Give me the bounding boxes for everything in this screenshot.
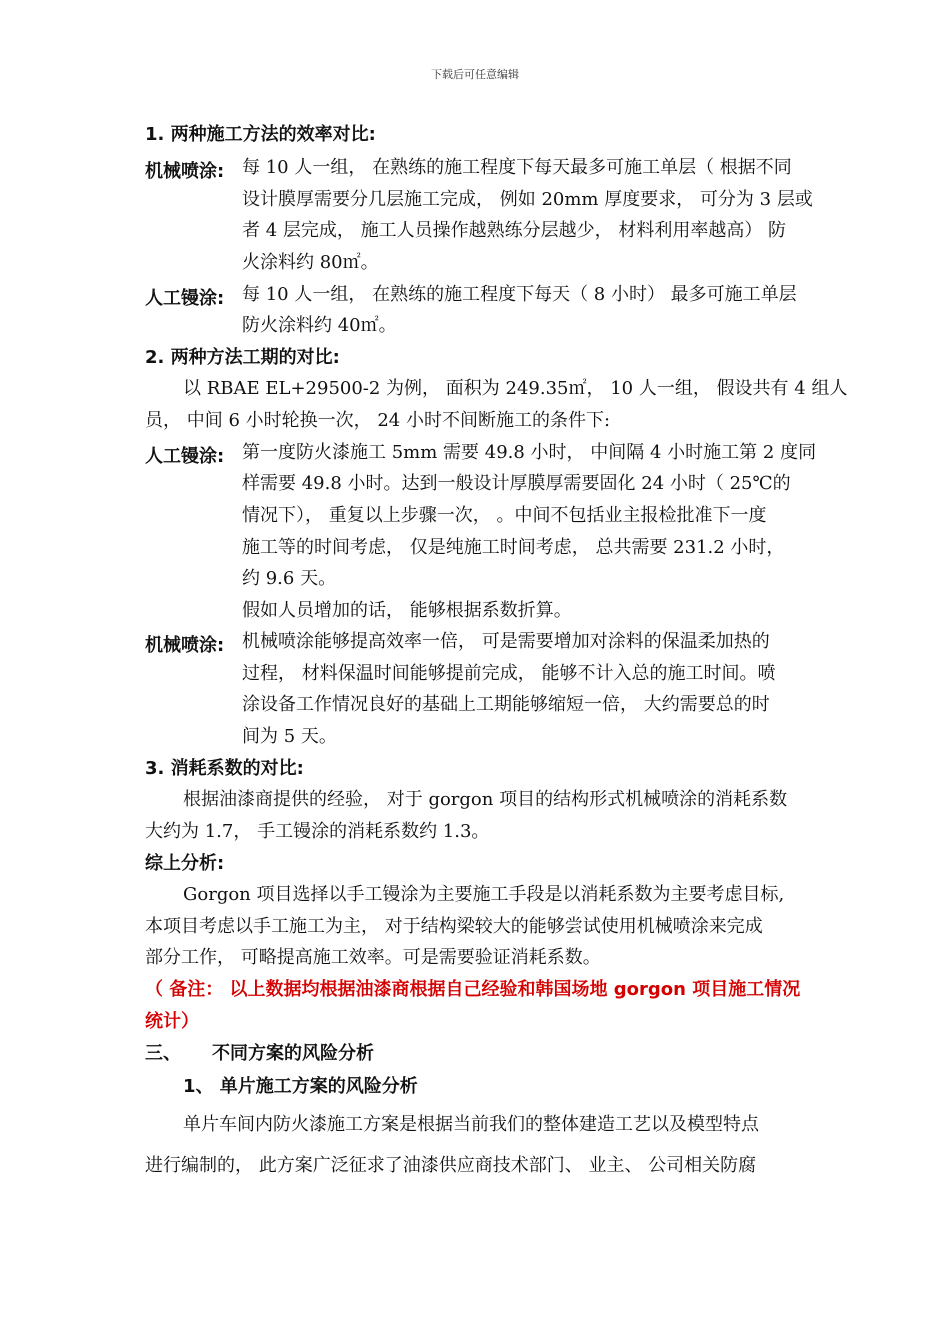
s2-mech-line: 涂设备工作情况良好的基础上工期能够缩短一倍， 大约需要总的时 <box>242 694 770 715</box>
s2-intro-line: 以 RBAE EL+29500-2 为例， 面积为 249.35㎡， 10 人一组， 假设共有 4 组人 <box>183 378 848 399</box>
page-header: 下载后可任意编辑 <box>431 68 519 81</box>
s1-manual-line: 每 10 人一组， 在熟练的施工程度下每天（ 8 小时） 最多可施工单层 <box>242 284 797 305</box>
remark-note: （ 备注： 以上数据均根据油漆商根据自己经验和韩国场地 gorgon 项目施工情况 <box>145 979 801 1000</box>
manual-label: 人工镘涂: <box>145 288 225 309</box>
s1-mech-line: 每 10 人一组， 在熟练的施工程度下每天最多可施工单层（ 根据不同 <box>242 157 792 178</box>
s1-mech-line: 者 4 层完成， 施工人员操作越熟练分层越少， 材料利用率越高） 防 <box>242 220 787 241</box>
mech-spray-label: 机械喷涂: <box>145 161 225 182</box>
body-line: 单片车间内防火漆施工方案是根据当前我们的整体建造工艺以及模型特点 <box>183 1114 759 1135</box>
chapter-heading: 不同方案的风险分析 <box>212 1043 374 1064</box>
s2-manual-line: 约 9.6 天。 <box>242 568 337 589</box>
section-1-heading: 1. 两种施工方法的效率对比: <box>145 124 376 145</box>
s2-mech-line: 机械喷涂能够提高效率一倍， 可是需要增加对涂料的保温柔加热的 <box>242 631 770 652</box>
s2-mech-line: 间为 5 天。 <box>242 726 337 747</box>
s2-manual-line: 样需要 49.8 小时。达到一般设计厚膜厚需要固化 24 小时（ 25℃的 <box>242 473 791 494</box>
remark-note: 统计） <box>145 1011 199 1032</box>
s1-manual-line: 防火涂料约 40㎡。 <box>242 315 397 336</box>
s2-manual-line: 施工等的时间考虑， 仅是纯施工时间考虑， 总共需要 231.2 小时， <box>242 537 785 558</box>
body-line: 进行编制的， 此方案广泛征求了油漆供应商技术部门、 业主、 公司相关防腐 <box>145 1155 757 1176</box>
s1-mech-line: 设计膜厚需要分几层施工完成， 例如 20mm 厚度要求， 可分为 3 层或 <box>242 189 813 210</box>
summary-line: 部分工作， 可略提高施工效率。可是需要验证消耗系数。 <box>145 947 601 968</box>
manual-label: 人工镘涂: <box>145 446 225 467</box>
section-3-heading: 3. 消耗系数的对比: <box>145 758 304 779</box>
s3-line: 根据油漆商提供的经验， 对于 gorgon 项目的结构形式机械喷涂的消耗系数 <box>183 789 788 810</box>
s2-manual-line: 情况下）， 重复以上步骤一次， 。中间不包括业主报检批准下一度 <box>242 505 767 526</box>
s2-manual-line: 第一度防火漆施工 5mm 需要 49.8 小时， 中间隔 4 小时施工第 2 度同 <box>242 442 817 463</box>
section-2-heading: 2. 两种方法工期的对比: <box>145 347 340 368</box>
summary-line: Gorgon 项目选择以手工镘涂为主要施工手段是以消耗系数为主要考虑目标, <box>183 884 785 905</box>
sub-heading: 1、 单片施工方案的风险分析 <box>183 1076 418 1097</box>
s2-mech-line: 过程， 材料保温时间能够提前完成， 能够不计入总的施工时间。喷 <box>242 663 776 684</box>
chapter-number: 三、 <box>145 1043 181 1064</box>
summary-heading: 综上分析: <box>145 853 225 874</box>
s3-line: 大约为 1.7， 手工镘涂的消耗系数约 1.3。 <box>145 821 490 842</box>
mech-spray-label: 机械喷涂: <box>145 635 225 656</box>
summary-line: 本项目考虑以手工施工为主， 对于结构梁较大的能够尝试使用机械喷涂来完成 <box>145 916 763 937</box>
s2-intro-line: 员， 中间 6 小时轮换一次， 24 小时不间断施工的条件下: <box>145 410 611 431</box>
s1-mech-line: 火涂料约 80㎡。 <box>242 252 379 273</box>
s2-manual-line: 假如人员增加的话， 能够根据系数折算。 <box>242 600 572 621</box>
